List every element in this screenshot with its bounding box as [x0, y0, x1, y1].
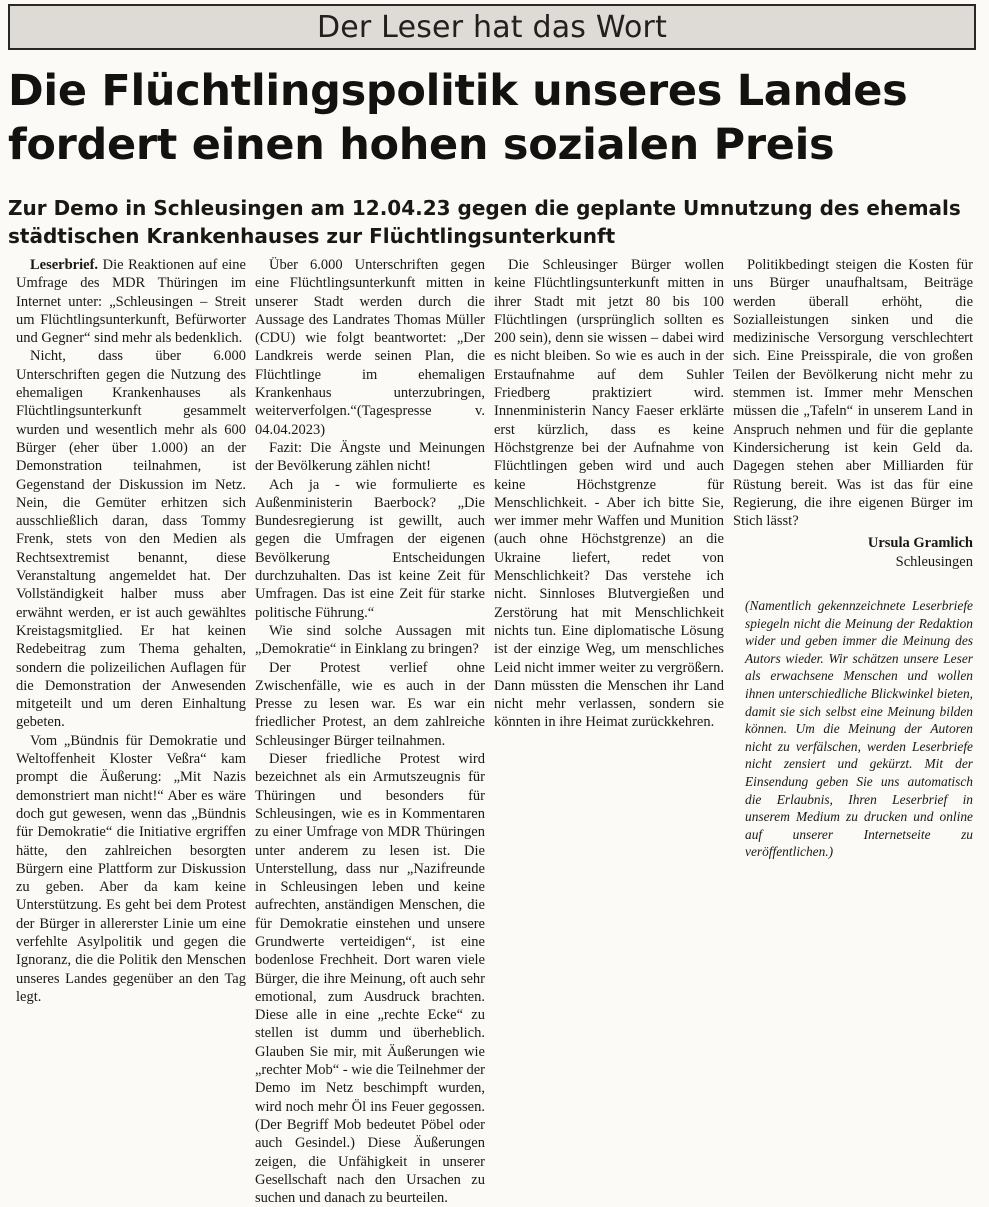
paragraph: Nicht, dass über 6.000 Unterschriften gegen die Nutzung des ehemaligen Krankenhauses als Flüchtlingsunterkunft gesammelt wurden und wesentlich mehr als 600 Bürger (eher über 1.000) an der Demonstration teilnahmen, ist Gegenstand der Diskussion im Netz. Nein, die Gemüter erhitzen sich ausschließlich daran, dass Tommy Frenk, stets von den Medien als Rechtsextremist benannt, diese Veranstaltung angemeldet hat. Der Vollständigkeit halber muss aber erwähnt werden, er ist auch gewähltes Kreistagsmitglied. Er hat keinen Redebeitrag zum Thema gehalten, sondern die polizeilichen Auflagen für die Demonstration der Anwesenden mitgeteilt und um deren Einhaltung gebeten.: [16, 348, 246, 731]
column-2: [255, 256, 485, 1207]
column-1: [16, 256, 246, 1024]
headline: Die Flüchtlingspolitik unseres Landes fordert einen hohen sozialen Preis: [8, 66, 908, 170]
editorial-disclaimer: (Namentlich gekennzeichnete Leserbriefe spiegeln nicht die Meinung der Redaktion wider und geben immer die Meinung des Autors wieder. Wir schätzen unsere Leser als erwachsene Menschen und wollen ihnen unterschiedliche Blickwinkel bieten, damit sie sich selbst eine Meinung bilden können. Um die Meinung der Autoren nicht zu verfälschen, werden Leserbriefe nicht zensiert und gekürzt. Mit der Einsendung geben Sie uns automatisch die Erlaubnis, Ihren Leserbrief in unserem Medium zu drucken und online auf unserer Internetseite zu veröffentlichen.): [745, 598, 973, 860]
author-name: Ursula Gramlich: [867, 535, 973, 552]
lead-label: Leserbrief.: [30, 257, 99, 273]
subheadline: Zur Demo in Schleusingen am 12.04.23 gegen die geplante Umnutzung des ehemals städtischen Krankenhauses zur Flüchtlingsunterkunft: [8, 196, 961, 248]
author-place: Schleusingen: [895, 553, 973, 570]
intro-text: Die Reaktionen auf eine Umfrage des MDR Thüringen im Internet unter: „Schleusingen – Streit um Flüchtlingsunterkunft, Befürworter und Gegner“ sind mehr als bedenklich.: [16, 257, 246, 347]
column-4: [733, 256, 973, 1024]
paragraph: Wie sind solche Aussagen mit „Demokratie“ in Einklang zu bringen?: [255, 622, 485, 658]
paragraph: Vom „Bündnis für Demokratie und Weltoffenheit Kloster Veßra“ kam prompt die Äußerung: „Mit Nazis demonstriert man nicht!“ Aber es wäre doch gut gewesen, wenn das „Bündnis für Demokratie“ die Initiative ergriffen hätte, den zahlreichen besorgten Bürgern eine Plattform zur Diskussion zu geben. Aber da kam keine Unterstützung. Es geht bei dem Protest der Bürger in allererster Linie um eine verfehlte Asylpolitik und gegen die Ignoranz, die die Politik den Menschen unseres Landes gegenüber an den Tag legt.: [16, 732, 246, 1005]
article-body: [16, 256, 977, 1207]
paragraph: Dieser friedliche Protest wird bezeichnet als ein Armutszeugnis für Thüringen und besonders für Schleusingen, wie es in Kommentaren zu einer Umfrage von MDR Thüringen unter anderem zu lesen ist. Die Unterstellung, dass nur „Nazifreunde in Schleusingen leben und keine aufrechten, anständigen Menschen, die für Demokratie einstehen und unsere Grundwerte verteidigen“, ist eine bodenlose Frechheit. Dort waren viele Bürger, die ihre Meinung, oft auch sehr emotional, zum Ausdruck brachten. Diese alle in eine „rechte Ecke“ zu stellen ist dumm und überheblich. Glauben Sie mir, mit Äußerungen wie „rechter Mob“ - wie die Teilnehmer der Demo im Netz beschimpft wurden, wird noch mehr Öl ins Feuer gegossen. (Der Begriff Mob bedeutet Pöbel oder auch Gesindel.) Diese Äußerungen zeigen, die Unfähigkeit in unserer Gesellschaft nach den Ursachen zu suchen und danach zu beurteilen.: [255, 751, 485, 1207]
paragraph: Ach ja - wie formulierte es Außenministerin Baerbock? „Die Bundesregierung ist gewillt, auch gegen die Umfragen der eigenen Bevölkerung Entscheidungen durchzuhalten. Das ist keine Zeit für Umfragen. Das ist eine Zeit für starke politische Führung.“: [255, 476, 485, 621]
paragraph: Der Protest verlief ohne Zwischenfälle, wie es auch in der Presse zu lesen war. Es war ein friedlicher Protest, an dem zahlreiche Schleusinger Bürger teilnahmen.: [255, 659, 485, 749]
paragraph: Fazit: Die Ängste und Meinungen der Bevölkerung zählen nicht!: [255, 439, 485, 475]
paragraph: Politikbedingt steigen die Kosten für uns Bürger unaufhaltsam, Beiträge werden überall erhöht, die Sozialleistungen sinken und die medizinische Versorgung verschlechtert sich. Eine Preisspirale, die von großen Teilen der Bevölkerung nicht mehr zu stemmen ist. Immer mehr Menschen müssen die „Tafeln“ in unserem Land in Anspruch nehmen und für die geplante Kindersicherung ist kein Geld da. Dagegen stehen aber Milliarden für Rüstung bereit. Was ist das für eine Regierung, die ihre eigenen Bürger im Stich lässt?: [733, 257, 973, 530]
paragraph-intro: [16, 256, 246, 347]
paragraph: Über 6.000 Unterschriften gegen eine Flüchtlingsunterkunft mitten in unserer Stadt werden durch die Aussage des Landrates Thomas Müller (CDU) wie folgt beantwortet: „Der Landkreis werde seinen Plan, die Flüchtlinge im ehemaligen Krankenhaus unterzubringen, weiterverfolgen.“(Tagespresse v. 04.04.2023): [255, 257, 485, 438]
section-kicker: Der Leser hat das Wort: [8, 4, 976, 50]
column-3: [494, 256, 724, 1024]
paragraph: Die Schleusinger Bürger wollen keine Flüchtlingsunterkunft mitten in ihrer Stadt mit jetzt 80 bis 100 Flüchtlingen (ursprünglich sollten es 200 sein), denn sie wissen – dabei wird es nicht bleiben. So wie es auch in der Erstaufnahme auf dem Suhler Friedberg praktiziert wird. Innenministerin Nancy Faeser erklärte erst kürzlich, dass es keine Höchstgrenze bei der Aufnahme von Flüchtlingen geben wird und auch keine Höchstgrenze für Menschlichkeit. - Aber ich bitte Sie, wer immer mehr Waffen und Munition (auch ohne Höchstgrenze) an die Ukraine liefert, redet von Menschlichkeit? Das verstehe ich nicht. Sinnloses Blutvergießen und Zerstörung hat mit Menschlichkeit nichts tun. Eine diplomatische Lösung ist der einzige Weg, um menschliches Leid nicht immer weiter zu vergrößern. Dann müssten die Menschen ihr Land nicht mehr verlassen, sondern sie könnten in ihre Heimat zurückkehren.: [494, 257, 724, 731]
